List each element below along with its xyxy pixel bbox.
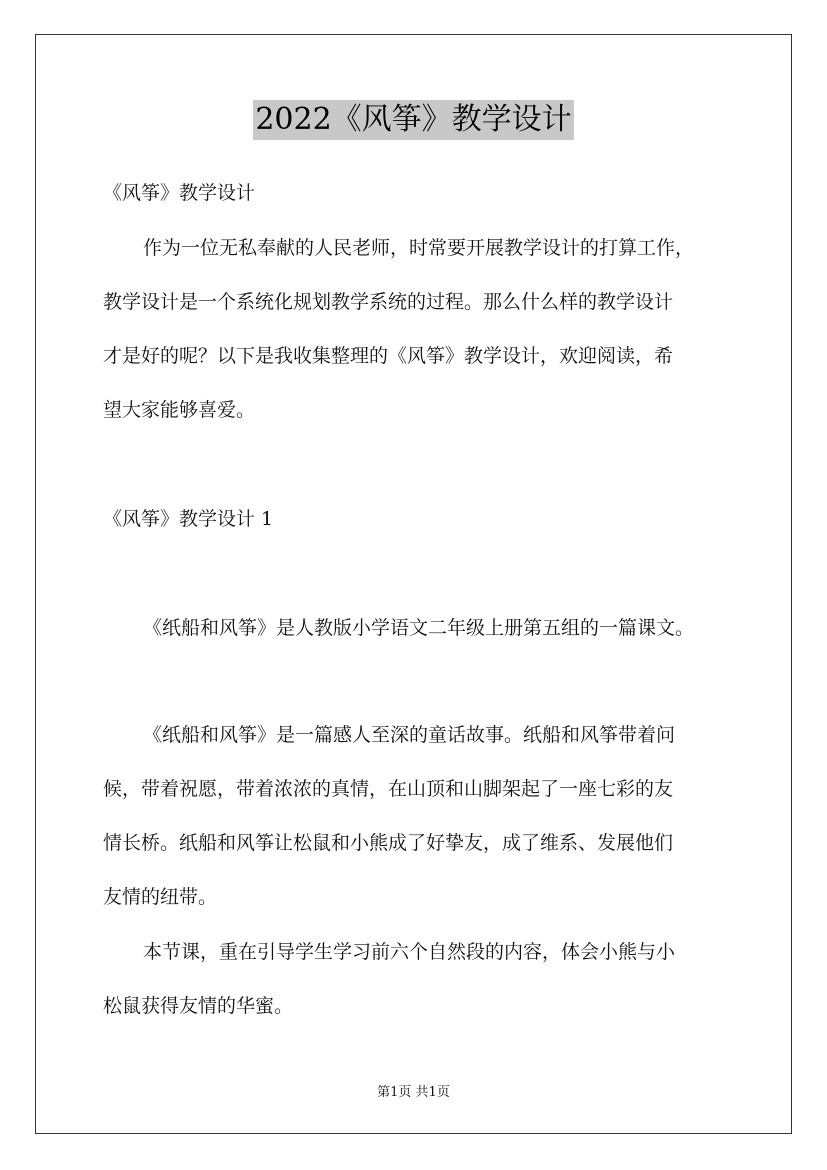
paragraph-2-line-3: 情长桥。纸船和风筝让松鼠和小熊成了好挚友，成了维系、发展他们	[103, 832, 674, 854]
paragraph-3-line-2: 松鼠获得友情的华蜜。	[103, 995, 294, 1017]
paragraph-2-line-1: 《纸船和风筝》是一篇感人至深的童话故事。纸船和风筝带着问	[143, 724, 676, 746]
document-subtitle: 《风筝》教学设计	[103, 182, 256, 204]
intro-line-2: 教学设计是一个系统化规划教学系统的过程。那么什么样的教学设计	[103, 291, 674, 313]
intro-line-4: 望大家能够喜爱。	[103, 399, 256, 421]
intro-line-3: 才是好的呢？以下是我收集整理的《风筝》教学设计，欢迎阅读，希	[103, 345, 674, 367]
section-heading: 《风筝》教学设计 1	[103, 508, 274, 530]
paragraph-1: 《纸船和风筝》是人教版小学语文二年级上册第五组的一篇课文。	[143, 617, 695, 639]
document-title: 2022《风筝》教学设计	[253, 100, 573, 140]
title-container	[0, 100, 827, 140]
intro-line-1: 作为一位无私奉献的人民老师，时常要开展教学设计的打算工作，	[143, 237, 695, 259]
paragraph-2-line-2: 候，带着祝愿，带着浓浓的真情，在山顶和山脚架起了一座七彩的友	[103, 778, 674, 800]
paragraph-3-line-1: 本节课，重在引导学生学习前六个自然段的内容，体会小熊与小	[143, 941, 676, 963]
paragraph-2-line-4: 友情的纽带。	[103, 886, 218, 908]
page-footer: 第1页 共1页	[377, 1085, 450, 1100]
